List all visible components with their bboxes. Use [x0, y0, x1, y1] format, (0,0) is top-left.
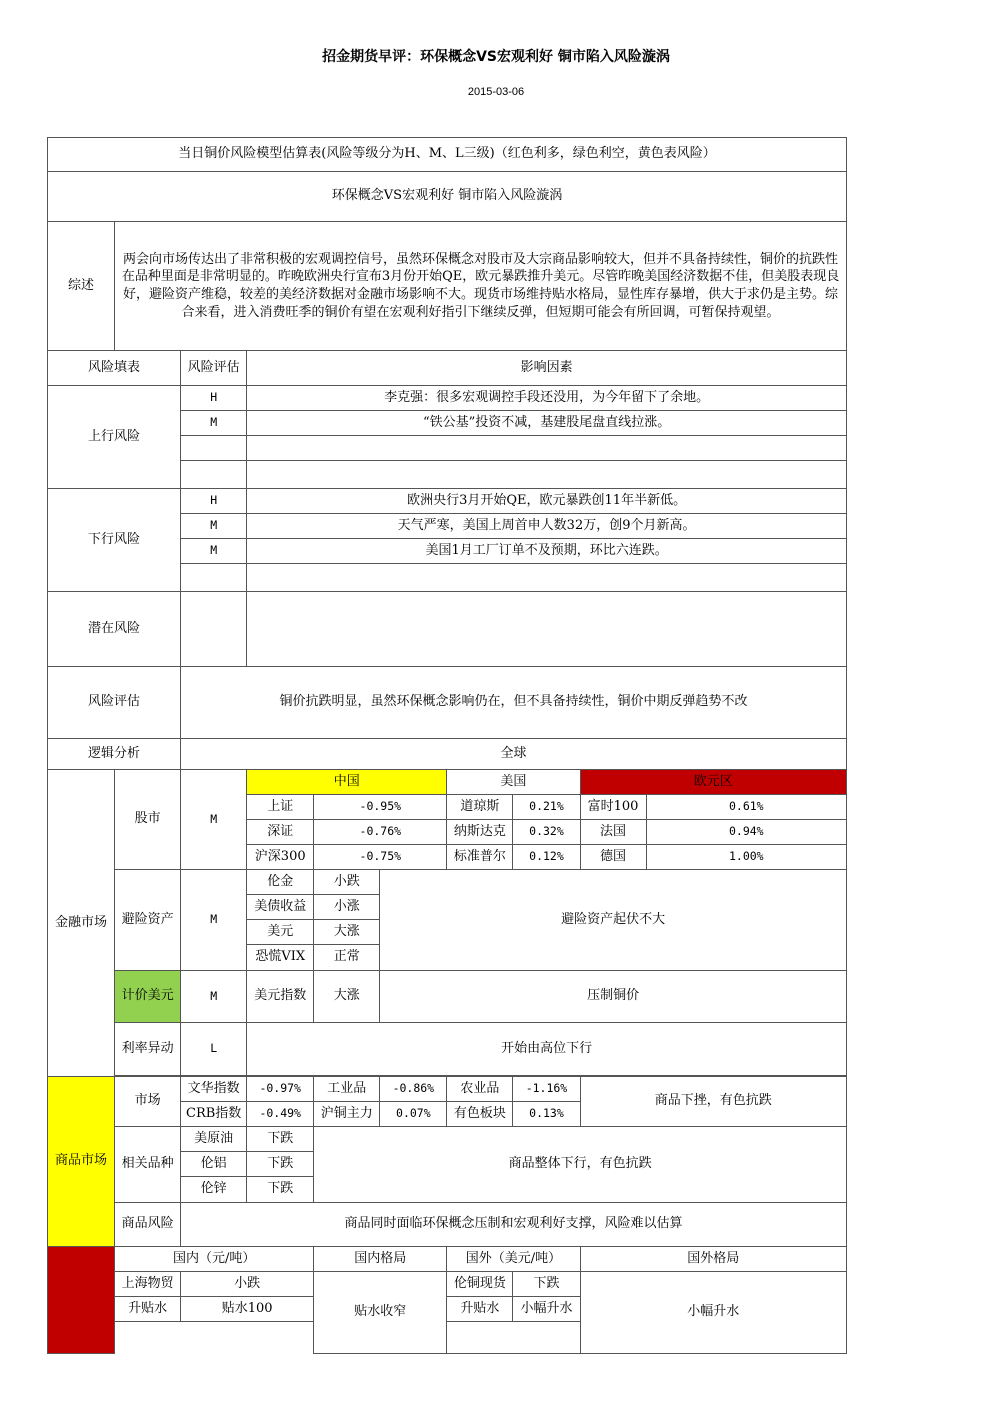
downside-factor — [247, 564, 847, 592]
safe-asset-name: 美债收益 — [247, 895, 314, 920]
usd-pricing-label: 计价美元 — [115, 971, 181, 1023]
logic-label: 逻辑分析 — [48, 739, 181, 770]
commodity-index-name: 文华指数 — [181, 1077, 247, 1102]
upside-risk-label: 上行风险 — [48, 386, 181, 489]
commodity-index-change: 0.13% — [513, 1102, 580, 1127]
usd-pricing-level: M — [181, 971, 247, 1023]
domestic-premium-label: 升贴水 — [115, 1297, 181, 1322]
latent-risk-level — [181, 592, 247, 667]
risk-model-table — [47, 137, 847, 1354]
foreign-premium-value: 小幅升水 — [513, 1297, 580, 1322]
assessment-text: 铜价抗跌明显，虽然环保概念影响仍在，但不具备持续性，铜价中期反弹趋势不改 — [181, 667, 847, 739]
related-item-trend: 下跌 — [247, 1177, 314, 1203]
stock-index-name: 纳斯达克 — [447, 820, 513, 845]
related-item-name: 伦锌 — [181, 1177, 247, 1203]
stock-index-change: -0.75% — [314, 845, 447, 870]
downside-level: H — [181, 489, 247, 514]
safe-asset-name: 美元 — [247, 920, 314, 945]
lme-spot-label: 伦铜现货 — [447, 1272, 513, 1297]
usd-comment: 压制铜价 — [380, 971, 847, 1023]
upside-level: M — [181, 411, 247, 436]
downside-factor: 欧洲央行3月开始QE，欧元暴跌创11年半新低。 — [247, 489, 847, 514]
stock-index-change: 0.94% — [646, 820, 846, 845]
rate-change-label: 利率异动 — [115, 1023, 181, 1076]
upside-level — [181, 436, 247, 461]
stock-market-label: 股市 — [115, 770, 181, 870]
upside-factor: “铁公基”投资不减，基建股尾盘直线拉涨。 — [247, 411, 847, 436]
region-usa: 美国 — [447, 770, 580, 795]
commodity-index-name: 工业品 — [314, 1077, 380, 1102]
safe-asset-level: M — [181, 870, 247, 971]
stock-index-change: 1.00% — [646, 845, 846, 870]
downside-level: M — [181, 514, 247, 539]
stock-index-name: 标准普尔 — [447, 845, 513, 870]
domestic-pattern: 贴水收窄 — [314, 1272, 447, 1354]
model-subtitle: 环保概念VS宏观利好 铜市陷入风险漩涡 — [48, 172, 847, 222]
summary-label: 综述 — [48, 222, 115, 351]
logic-value: 全球 — [181, 739, 847, 770]
latent-risk-label: 潜在风险 — [48, 592, 181, 667]
stock-index-change: -0.76% — [314, 820, 447, 845]
sh-spot-label: 上海物贸 — [115, 1272, 181, 1297]
commodity-index-name: CRB指数 — [181, 1102, 247, 1127]
safe-asset-name: 恐慌VIX — [247, 945, 314, 971]
safe-asset-trend: 小涨 — [314, 895, 380, 920]
related-label: 相关品种 — [115, 1127, 181, 1203]
commodity-index-change: -0.97% — [247, 1077, 314, 1102]
stock-market-level: M — [181, 770, 247, 870]
commodity-index-name: 有色板块 — [447, 1102, 513, 1127]
spot-market-color-cell — [48, 1247, 115, 1354]
stock-index-name: 德国 — [580, 845, 646, 870]
commodity-index-change: -0.49% — [247, 1102, 314, 1127]
commodity-risk-comment: 商品同时面临环保概念压制和宏观利好支撑，风险难以估算 — [181, 1203, 847, 1247]
stock-index-name: 沪深300 — [247, 845, 314, 870]
col-factors: 影响因素 — [247, 351, 847, 386]
market-label: 市场 — [115, 1077, 181, 1127]
safe-asset-label: 避险资产 — [115, 870, 181, 971]
downside-factor: 天气严寒，美国上周首申人数32万，创9个月新高。 — [247, 514, 847, 539]
safe-asset-trend: 大涨 — [314, 920, 380, 945]
commodity-index-name: 农业品 — [447, 1077, 513, 1102]
stock-index-name: 法国 — [580, 820, 646, 845]
spot-empty-cell — [447, 1322, 580, 1354]
related-comment: 商品整体下行，有色抗跌 — [314, 1127, 847, 1203]
stock-index-change: -0.95% — [314, 795, 447, 820]
commodity-index-name: 沪铜主力 — [314, 1102, 380, 1127]
upside-level: H — [181, 386, 247, 411]
domestic-header: 国内（元/吨） — [115, 1247, 314, 1272]
related-item-name: 伦铝 — [181, 1152, 247, 1177]
col-risk-fill: 风险填表 — [48, 351, 181, 386]
downside-level: M — [181, 539, 247, 564]
rate-change-comment: 开始由高位下行 — [247, 1023, 847, 1076]
stock-index-change: 0.61% — [646, 795, 846, 820]
financial-market-label: 金融市场 — [48, 770, 115, 1077]
sh-spot-value: 小跌 — [181, 1272, 314, 1297]
stock-index-name: 道琼斯 — [447, 795, 513, 820]
foreign-premium-label: 升贴水 — [447, 1297, 513, 1322]
region-eurozone: 欧元区 — [580, 770, 847, 795]
domestic-pattern-header: 国内格局 — [314, 1247, 447, 1272]
safe-asset-name: 伦金 — [247, 870, 314, 895]
upside-level — [181, 461, 247, 489]
commodity-risk-label: 商品风险 — [115, 1203, 181, 1247]
related-item-trend: 下跌 — [247, 1152, 314, 1177]
page-title: 招金期货早评：环保概念VS宏观利好 铜市陷入风险漩涡 — [322, 49, 670, 65]
downside-level — [181, 564, 247, 592]
commodity-index-change: -1.16% — [513, 1077, 580, 1102]
usd-index-name: 美元指数 — [247, 971, 314, 1023]
stock-index-change: 0.32% — [513, 820, 580, 845]
model-heading: 当日铜价风险模型估算表(风险等级分为H、M、L三级)（红色利多，绿色利空，黄色表风险） — [48, 138, 847, 172]
spot-empty-cell — [115, 1322, 314, 1354]
latent-risk-factor — [247, 592, 847, 667]
commodity-market-label: 商品市场 — [48, 1077, 115, 1247]
related-item-trend: 下跌 — [247, 1127, 314, 1152]
downside-risk-label: 下行风险 — [48, 489, 181, 592]
foreign-pattern-header: 国外格局 — [580, 1247, 847, 1272]
foreign-pattern: 小幅升水 — [580, 1272, 847, 1354]
summary-text: 两会向市场传达出了非常积极的宏观调控信号，虽然环保概念对股市及大宗商品影响较大，但并不具备持续性，铜价的抗跌性在品种里面是非常明显的。昨晚欧洲央行宣布3月份开始QE，欧元暴跌推升美元。尽管昨晚美国经济数据不佳，但美股表现良好，避险资产维稳，较差的美经济数据对金融市场影响不大。现货市场维持贴水格局，显性库存暴增，供大于求仍是主势。综合来看，进入消费旺季的铜价有望在宏观利好指引下继续反弹，但短期可能会有所回调，可暂保持观望。 — [115, 222, 847, 351]
lme-spot-value: 下跌 — [513, 1272, 580, 1297]
domestic-premium-value: 贴水100 — [181, 1297, 314, 1322]
stock-index-name: 深证 — [247, 820, 314, 845]
stock-index-change: 0.21% — [513, 795, 580, 820]
commodity-index-change: -0.86% — [380, 1077, 447, 1102]
rate-change-level: L — [181, 1023, 247, 1076]
usd-index-trend: 大涨 — [314, 971, 380, 1023]
stock-index-name: 上证 — [247, 795, 314, 820]
market-comment: 商品下挫，有色抗跌 — [580, 1077, 847, 1127]
safe-asset-trend: 小跌 — [314, 870, 380, 895]
safe-asset-trend: 正常 — [314, 945, 380, 971]
commodity-index-change: 0.07% — [380, 1102, 447, 1127]
stock-index-name: 富时100 — [580, 795, 646, 820]
assessment-label: 风险评估 — [48, 667, 181, 739]
foreign-header: 国外（美元/吨） — [447, 1247, 580, 1272]
upside-factor — [247, 436, 847, 461]
downside-factor: 美国1月工厂订单不及预期，环比六连跌。 — [247, 539, 847, 564]
upside-factor — [247, 461, 847, 489]
stock-index-change: 0.12% — [513, 845, 580, 870]
report-date: 2015-03-06 — [467, 86, 525, 98]
region-china: 中国 — [247, 770, 447, 795]
upside-factor: 李克强：很多宏观调控手段还没用，为今年留下了余地。 — [247, 386, 847, 411]
related-item-name: 美原油 — [181, 1127, 247, 1152]
col-risk-assess: 风险评估 — [181, 351, 247, 386]
safe-asset-comment: 避险资产起伏不大 — [380, 870, 847, 971]
